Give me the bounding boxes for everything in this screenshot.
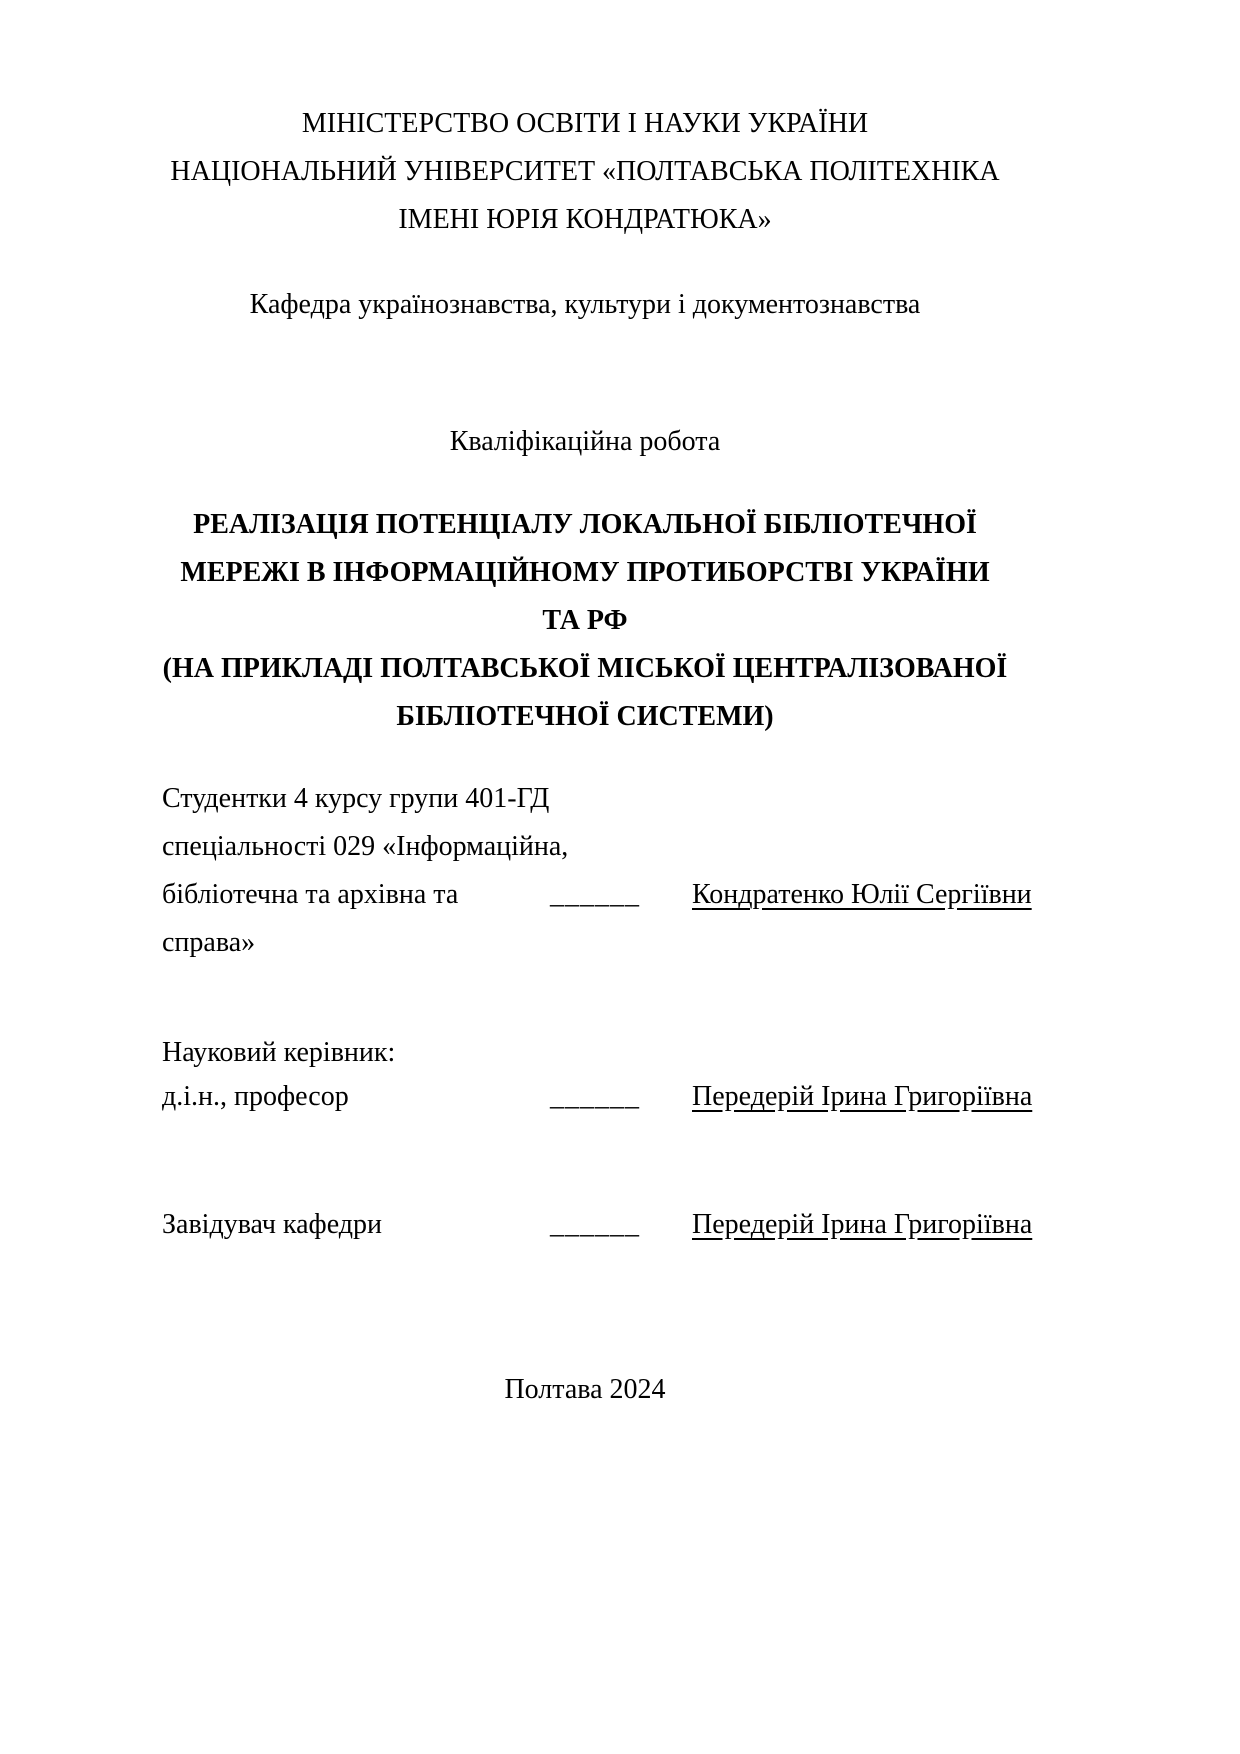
supervisor-degree: д.і.н., професор [162, 1081, 349, 1112]
thesis-title-line-3: (НА ПРИКЛАДІ ПОЛТАВСЬКОЇ МІСЬКОЇ ЦЕНТРАЛІЗОВАНОЇ [162, 653, 1008, 684]
city-year-line: Полтава 2024 [504, 1374, 666, 1405]
work-type-label: Кваліфікаційна робота [449, 426, 721, 457]
supervisor-signature-blank: ______ [550, 1081, 640, 1112]
supervisor-signature-row [162, 1075, 1033, 1119]
ministry-header [162, 100, 1008, 244]
thesis-title-line-4: БІБЛІОТЕЧНОЇ СИСТЕМИ) [396, 701, 774, 732]
student-line-3: бібліотечна та архівна та справа» [162, 879, 459, 958]
supervisor-heading: Науковий керівник: [162, 1037, 396, 1068]
department-line: Кафедра українознавства, культури і документознавства [249, 289, 921, 320]
student-signature-blank: ______ [550, 879, 640, 910]
department-head-signature-row [162, 1201, 1033, 1249]
student-line-2: спеціальності 029 «Інформаційна, [162, 831, 569, 862]
student-signature-row [162, 871, 1032, 967]
supervisor-name: Передерій Ірина Григоріївна [692, 1081, 1033, 1112]
thesis-title-line-2: МЕРЕЖІ В ІНФОРМАЦІЙНОМУ ПРОТИБОРСТВІ УКРАЇНИ ТА РФ [180, 557, 990, 636]
department-head-name: Передерій Ірина Григоріївна [692, 1209, 1033, 1240]
ministry-line: МІНІСТЕРСТВО ОСВІТИ І НАУКИ УКРАЇНИ [301, 108, 869, 139]
department-head-signature-blank: ______ [550, 1209, 640, 1240]
department-head-label: Завідувач кафедри [162, 1209, 382, 1240]
student-line-1: Студентки 4 курсу групи 401-ГД [162, 783, 550, 814]
university-line-1: НАЦІОНАЛЬНИЙ УНІВЕРСИТЕТ «ПОЛТАВСЬКА ПОЛІТЕХНІКА [170, 156, 1000, 187]
department-head-block [162, 1201, 1033, 1249]
university-line-2: ІМЕНІ ЮРІЯ КОНДРАТЮКА» [398, 204, 772, 235]
supervisor-block [162, 1031, 1033, 1119]
thesis-title [162, 501, 1008, 741]
student-block [162, 775, 1032, 967]
thesis-title-line-1: РЕАЛІЗАЦІЯ ПОТЕНЦІАЛУ ЛОКАЛЬНОЇ БІБЛІОТЕЧНОЇ [193, 509, 977, 540]
student-name: Кондратенко Юлії Сергіївни [692, 879, 1032, 910]
